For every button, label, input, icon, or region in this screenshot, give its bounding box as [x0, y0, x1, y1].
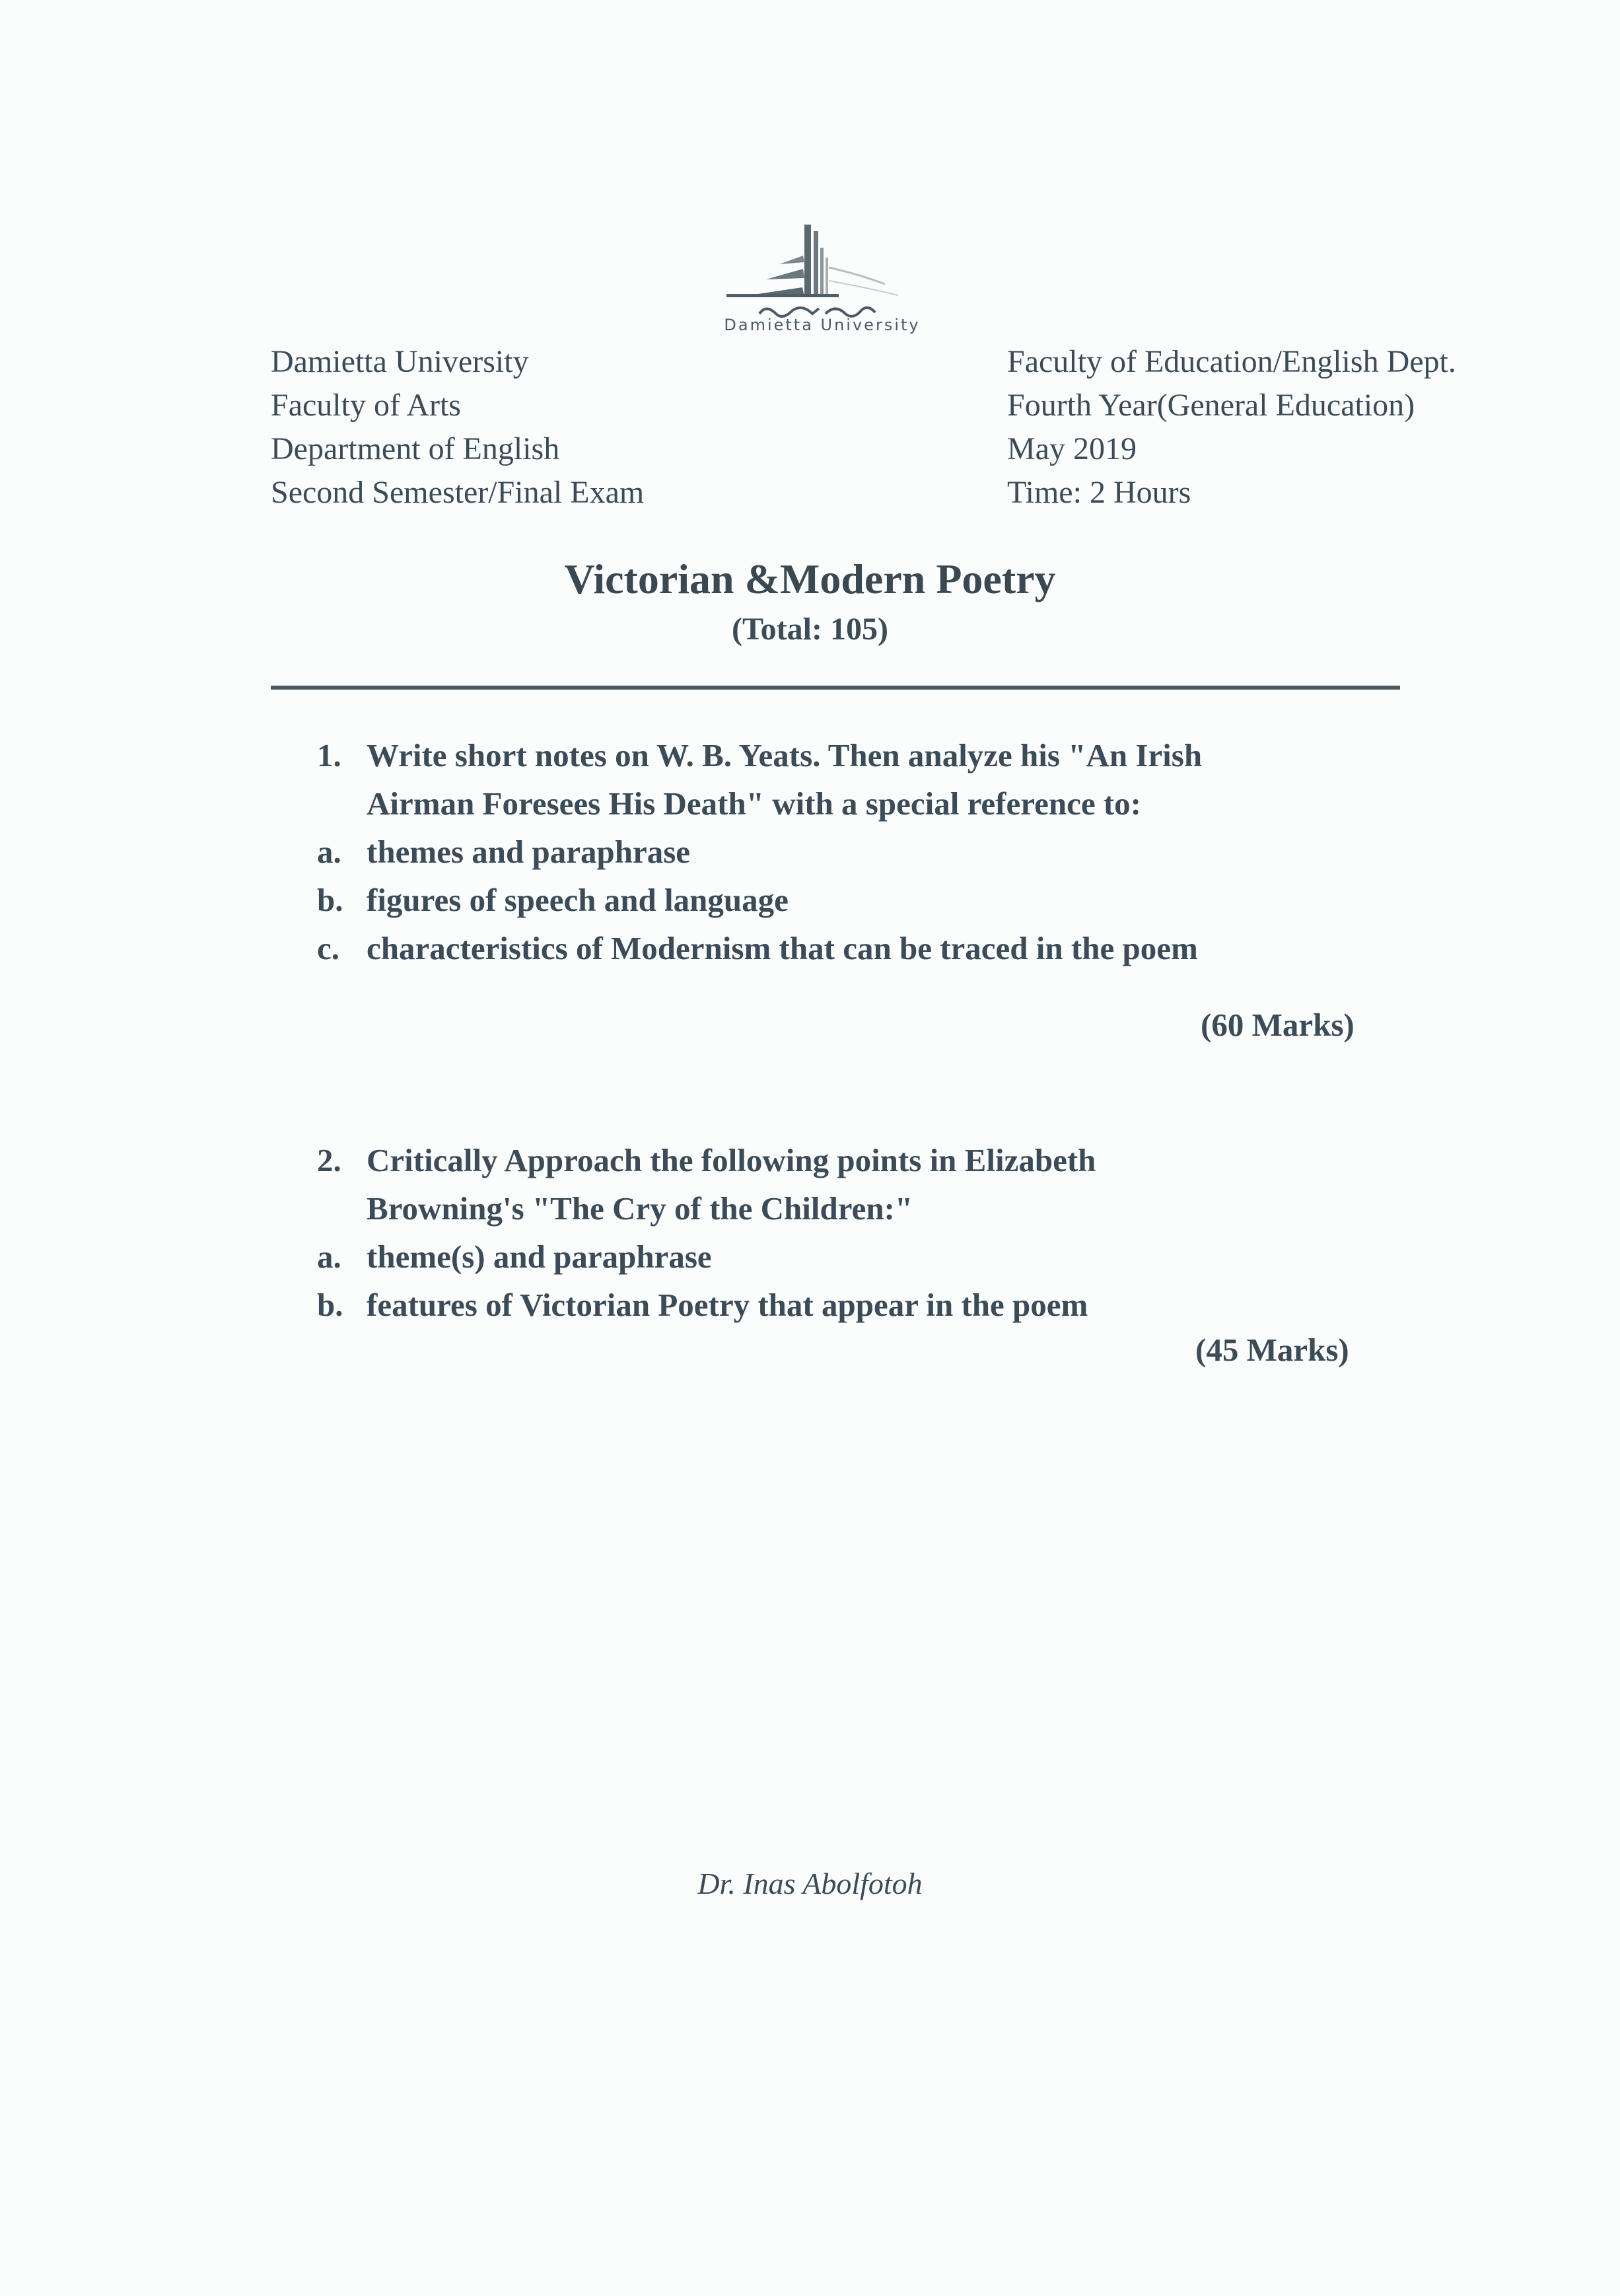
- question-2: [317, 1136, 1096, 1329]
- question-part: [317, 1233, 1096, 1281]
- question-number: 1.: [317, 737, 341, 773]
- question-part: [317, 1281, 1096, 1329]
- divider-line: [271, 686, 1400, 690]
- question-1: [317, 731, 1202, 972]
- header-right: [1007, 340, 1456, 515]
- question-part: [317, 876, 1202, 924]
- question-part: [317, 924, 1202, 972]
- part-text: theme(s) and paraphrase: [367, 1238, 712, 1275]
- part-label: b.: [317, 1287, 343, 1323]
- exam-total: (Total: 105): [732, 612, 888, 647]
- part-label: a.: [317, 834, 341, 870]
- question-text-line2: Airman Foresees His Death" with a special reference to:: [367, 785, 1141, 822]
- part-label: b.: [317, 882, 343, 918]
- part-label: a.: [317, 1238, 341, 1275]
- question-number: 2.: [317, 1142, 341, 1178]
- question-text-line2: Browning's "The Cry of the Children:": [367, 1190, 913, 1227]
- question-text-line1: Critically Approach the following points in Elizabeth: [367, 1142, 1096, 1178]
- part-text: features of Victorian Poetry that appear in the poem: [367, 1287, 1088, 1323]
- examiner-signature: Dr. Inas Abolfotoh: [697, 1867, 923, 1900]
- question-1-marks: (60 Marks): [1201, 1007, 1355, 1043]
- exam-semester: Second Semester/Final Exam: [271, 475, 645, 510]
- question-2-marks: (45 Marks): [1195, 1332, 1349, 1368]
- part-label: c.: [317, 930, 339, 966]
- logo-english-name: Damietta University: [724, 316, 921, 334]
- exam-date: May 2019: [1007, 431, 1137, 466]
- faculty-name: Faculty of Arts: [271, 388, 461, 423]
- part-text: figures of speech and language: [367, 882, 789, 918]
- university-name: Damietta University: [271, 344, 529, 379]
- department-name: Department of English: [271, 431, 560, 466]
- question-text-line1: Write short notes on W. B. Yeats. Then analyze his "An Irish: [367, 737, 1203, 773]
- target-year: Fourth Year(General Education): [1007, 388, 1415, 423]
- header-left: [271, 340, 644, 515]
- part-text: characteristics of Modernism that can be traced in the poem: [367, 930, 1198, 966]
- exam-title: Victorian &Modern Poetry: [564, 556, 1056, 602]
- exam-time: Time: 2 Hours: [1007, 475, 1191, 510]
- target-faculty: Faculty of Education/English Dept.: [1007, 344, 1456, 379]
- part-text: themes and paraphrase: [367, 834, 691, 870]
- question-part: [317, 828, 1202, 876]
